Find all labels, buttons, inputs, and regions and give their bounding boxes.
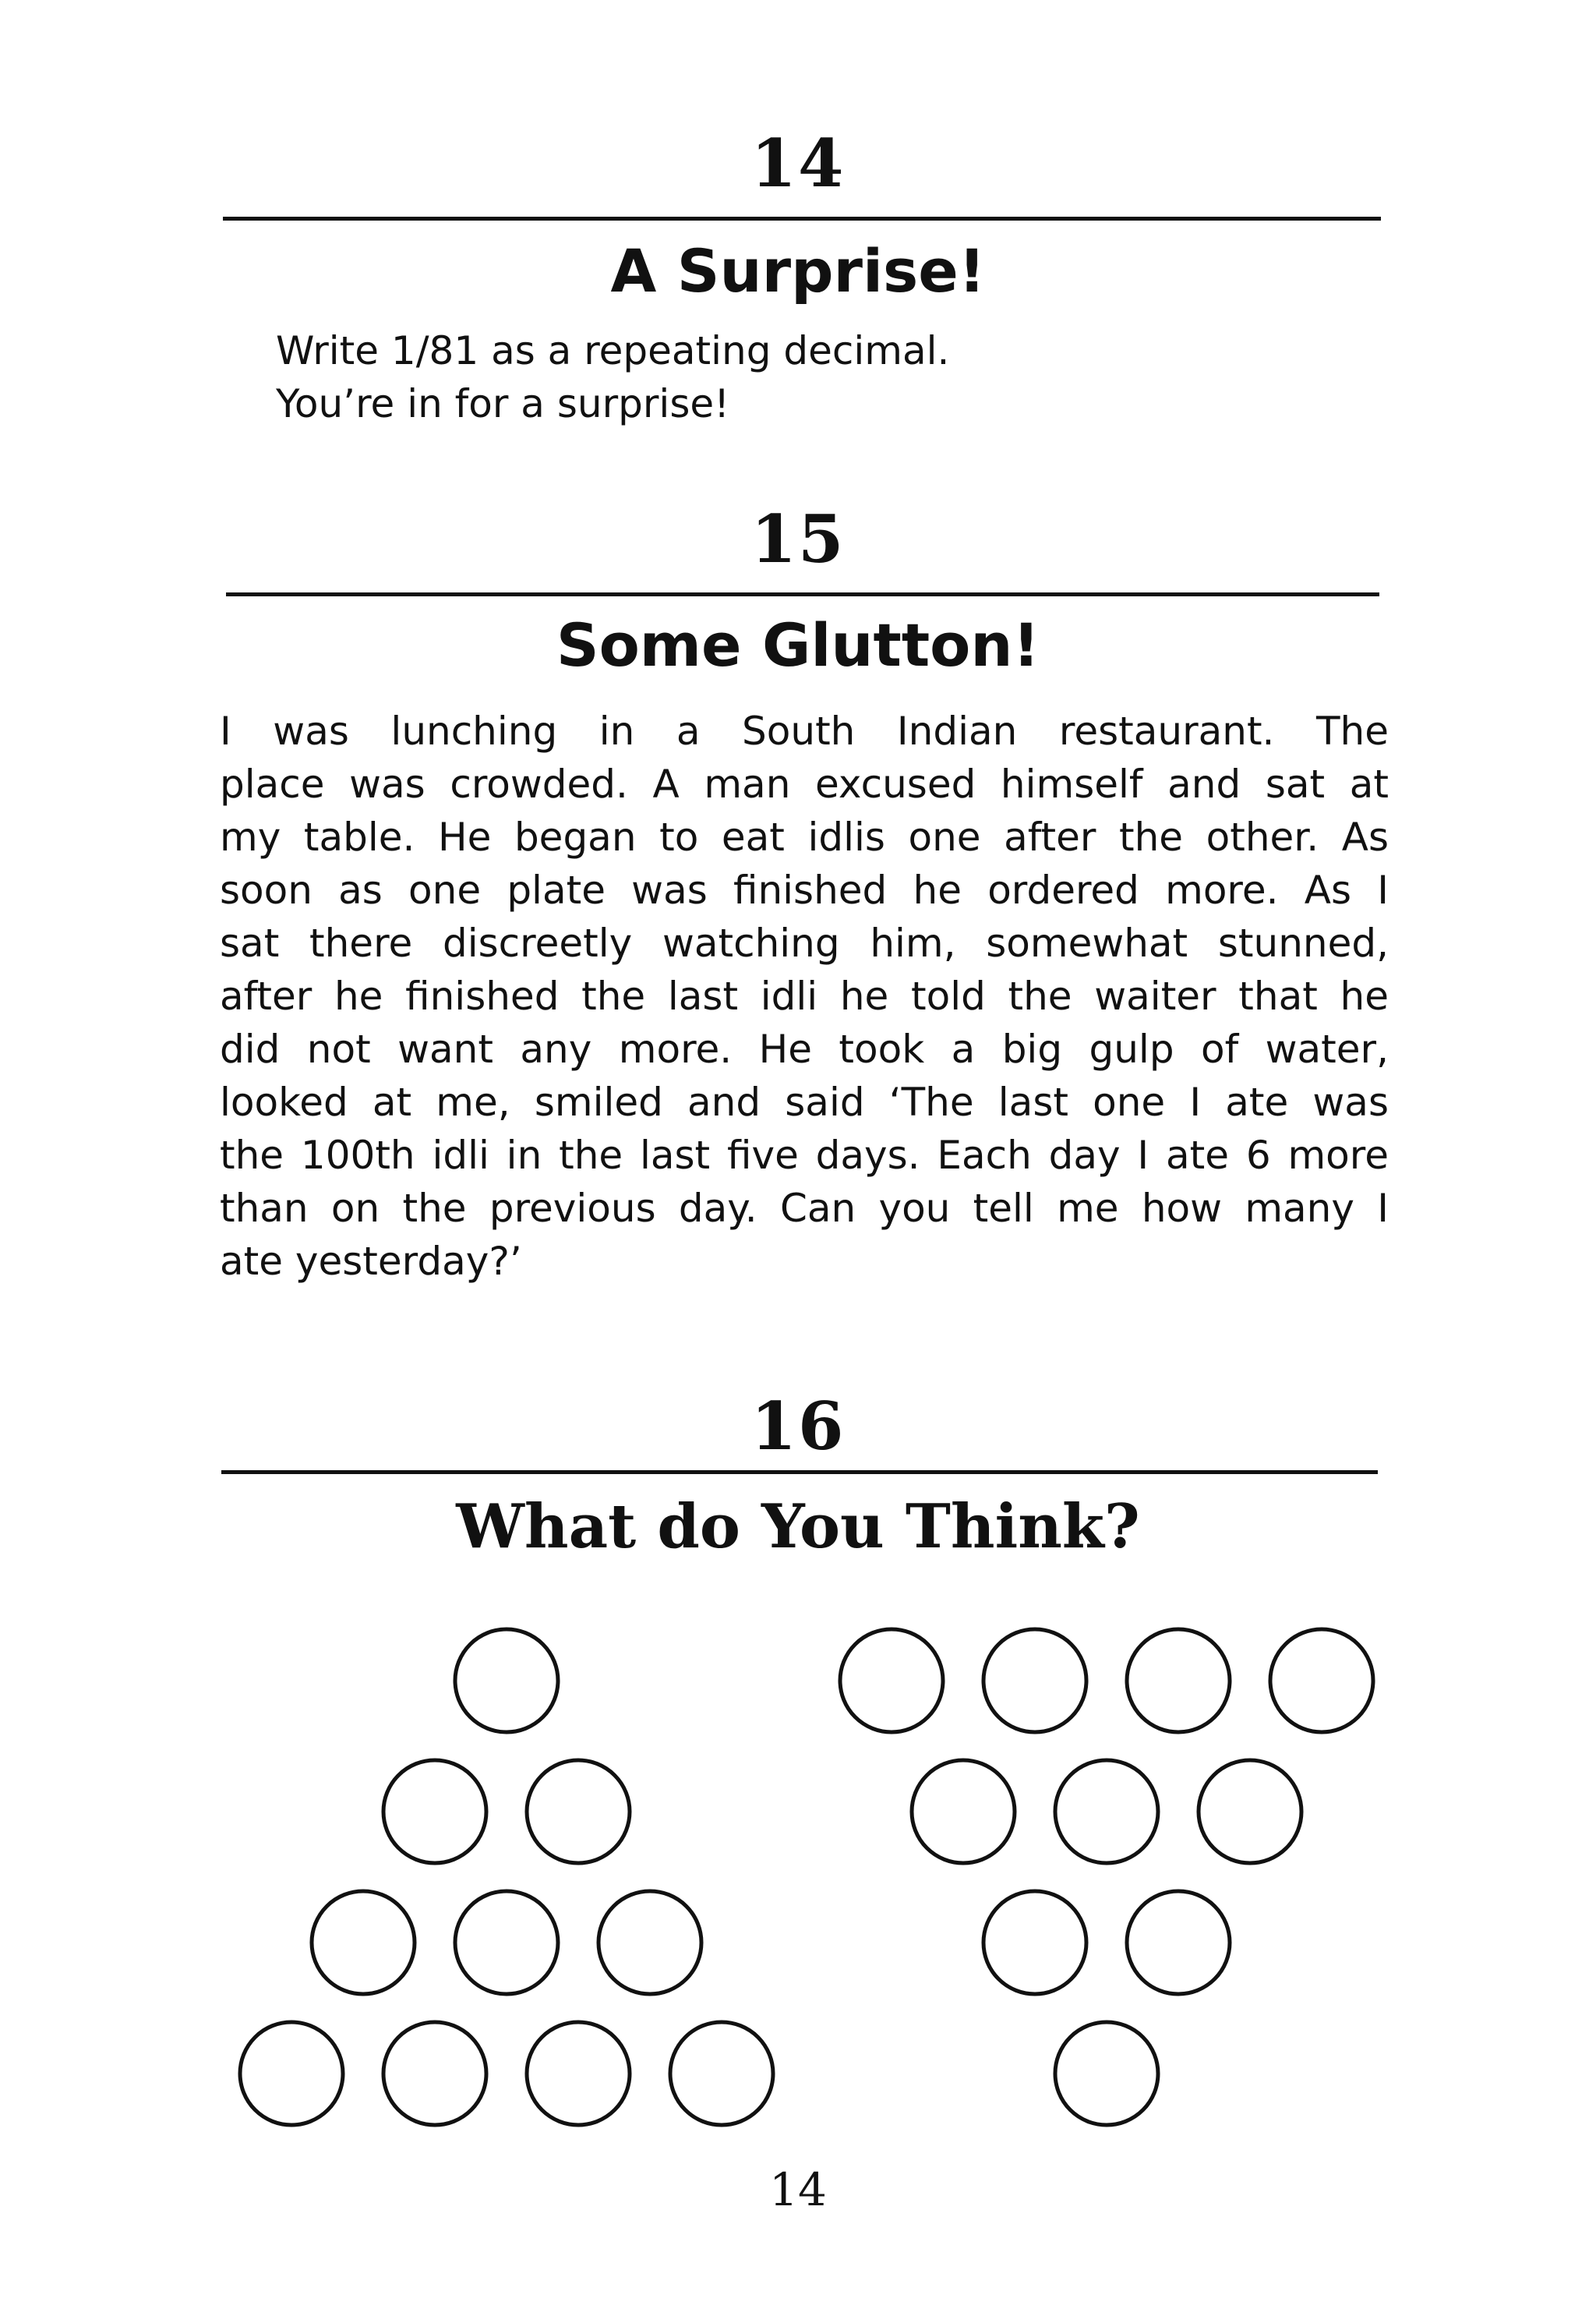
text-line: soon as one plate was finished he ordered more. As I: [220, 868, 1389, 913]
circle: [383, 1760, 486, 1863]
circle: [840, 1629, 943, 1732]
circle: [1055, 2022, 1158, 2125]
circle: [527, 2022, 630, 2125]
circle: [527, 1760, 630, 1863]
text-line: looked at me, smiled and said ‘The last one I ate was: [220, 1080, 1389, 1125]
puzzle-title-14: A Surprise!: [610, 236, 986, 306]
circle: [383, 2022, 486, 2125]
circle: [240, 2022, 343, 2125]
puzzle-title-15: Some Glutton!: [556, 610, 1040, 680]
text-line: the 100th idli in the last five days. Each day I ate 6 more: [220, 1133, 1389, 1178]
text-line: place was crowded. A man excused himself and sat at: [220, 762, 1389, 807]
circle: [983, 1629, 1086, 1732]
text-line: did not want any more. He took a big gulp of water,: [220, 1027, 1389, 1072]
circle: [1127, 1629, 1230, 1732]
text-line: sat there discreetly watching him, somewhat stunned,: [220, 921, 1389, 966]
circle: [670, 2022, 773, 2125]
circle: [1270, 1629, 1373, 1732]
downward-triangle-of-circles: [840, 1629, 1373, 2125]
puzzle-number-14: 14: [750, 125, 846, 202]
circle: [912, 1760, 1015, 1863]
circle: [1127, 1891, 1230, 1994]
text-line: I was lunching in a South Indian restaurant. The: [220, 709, 1389, 754]
puzzle-number-16: 16: [750, 1388, 846, 1465]
circle: [983, 1891, 1086, 1994]
text-line: than on the previous day. Can you tell me how many I: [220, 1186, 1389, 1231]
text-line: ate yesterday?’: [220, 1239, 522, 1284]
text-line: after he finished the last idli he told the waiter that he: [220, 974, 1389, 1019]
circle: [312, 1891, 415, 1994]
circle: [455, 1891, 558, 1994]
puzzle-title-16: What do You Think?: [456, 1491, 1140, 1562]
text-line: my table. He began to eat idlis one after the other. As: [220, 815, 1389, 860]
circle: [598, 1891, 701, 1994]
circle: [1055, 1760, 1158, 1863]
upward-triangle-of-circles: [240, 1629, 773, 2125]
puzzle-number-15: 15: [750, 500, 846, 578]
text-line: Write 1/81 as a repeating decimal.: [276, 328, 950, 373]
text-line: You’re in for a surprise!: [276, 381, 730, 426]
page-number: 14: [769, 2163, 827, 2216]
circle: [1199, 1760, 1301, 1863]
circle: [455, 1629, 558, 1732]
